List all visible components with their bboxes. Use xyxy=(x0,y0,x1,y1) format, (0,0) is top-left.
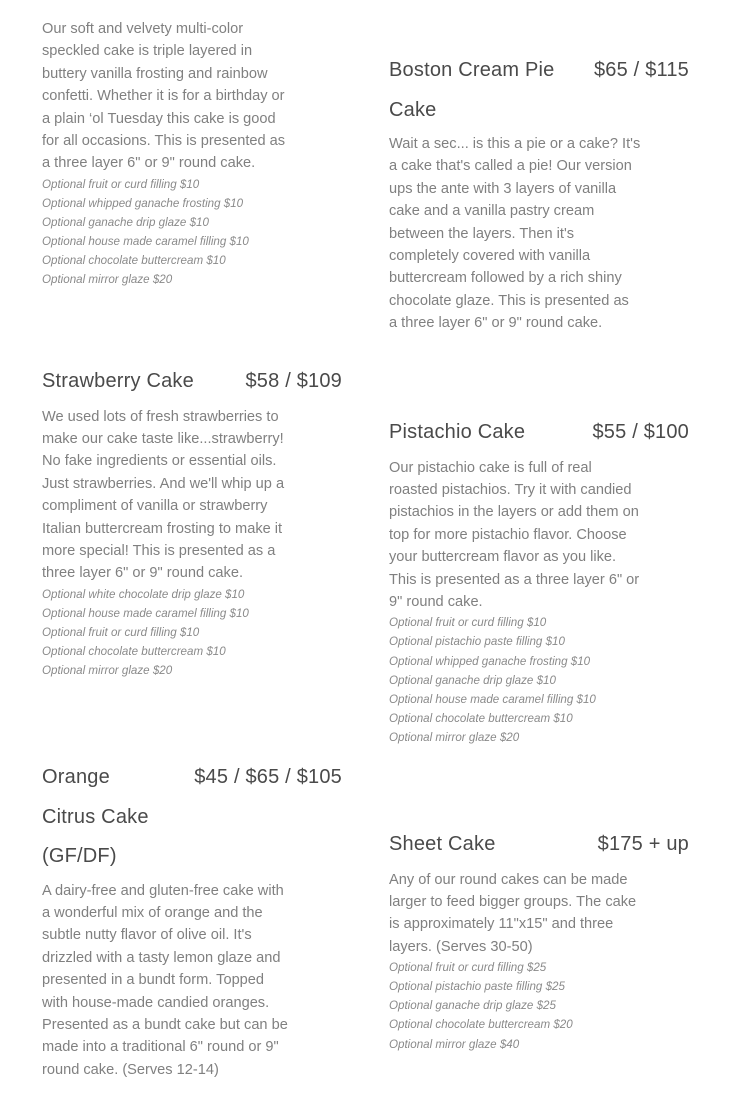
option-item: Optional whipped ganache frosting $10 xyxy=(389,654,591,668)
option-item: Optional chocolate buttercream $10 xyxy=(42,254,226,268)
cake-price: $175 + up xyxy=(597,833,689,855)
option-item: Optional fruit or curd filling $10 xyxy=(389,616,547,630)
strawberry-cake-options xyxy=(42,585,342,680)
option-item: Optional fruit or curd filling $10 xyxy=(42,177,200,191)
option-item: Optional ganache drip glaze $10 xyxy=(389,673,556,687)
pistachio-cake-heading xyxy=(389,413,689,453)
cake-price: $55 / $100 xyxy=(592,421,689,443)
sheet-cake-options xyxy=(389,958,689,1053)
strawberry-cake-heading xyxy=(42,362,342,402)
option-item: Optional house made caramel filling $10 xyxy=(42,235,249,249)
pistachio-cake-description: Our pistachio cake is full of real roasted pistachios. Try it with candied pistachios in the layers or add them on top for more pistachio flavor. Choose your buttercream flavor as you like. This is presented as a three layer 6" or 9" round cake. xyxy=(389,459,640,610)
option-item: Optional house made caramel filling $10 xyxy=(42,606,249,620)
cake-name: Orange Citrus Cake (GF/DF) xyxy=(42,766,149,867)
cake-name: Sheet Cake xyxy=(389,833,496,855)
orange-citrus-cake-item xyxy=(42,758,342,1081)
option-item: Optional whipped ganache frosting $10 xyxy=(42,196,244,210)
sheet-cake-description: Any of our round cakes can be made larger to feed bigger groups. The cake is approximately 11"x15" and three layers. (Serves 30-50) xyxy=(389,871,637,955)
strawberry-cake-item xyxy=(42,362,342,680)
option-item: Optional chocolate buttercream $10 xyxy=(42,645,226,659)
boston-cream-cake-item xyxy=(389,51,689,335)
option-item: Optional mirror glaze $20 xyxy=(42,664,173,678)
cake-name: Pistachio Cake xyxy=(389,421,526,443)
option-item: Optional ganache drip glaze $10 xyxy=(42,216,209,230)
cake-price: $65 / $115 xyxy=(593,59,689,81)
option-item: Optional mirror glaze $40 xyxy=(389,1037,520,1051)
rainbow-cake-options xyxy=(42,175,294,290)
cake-name: Boston Cream Pie Cake xyxy=(389,59,555,121)
option-item: Optional pistachio paste filling $10 xyxy=(389,635,565,649)
rainbow-cake-description: Our soft and velvety multi-color speckled cake is triple layered in buttery vanilla frosting and rainbow confetti. Whether it is for a birthday or a plain ‘ol Tuesday this cake is good for all occasions. This is presented as a three layer 6" or 9" round cake. xyxy=(42,21,286,172)
cake-price: $58 / $109 xyxy=(245,370,342,392)
rainbow-cake-item xyxy=(42,18,294,289)
pistachio-cake-options xyxy=(389,613,689,747)
orange-citrus-cake-heading xyxy=(42,758,342,877)
boston-cream-cake-heading xyxy=(389,51,689,130)
orange-citrus-cake-description: A dairy-free and gluten-free cake with a wonderful mix of orange and the subtle nutty flavor of olive oil. It's drizzled with a tasty lemon glaze and presented in a bundt form. Topped with house-made candied oranges. Presented as a bundt cake but can be made into a traditional 6" round or 9" round cake. (Serves 12-14) xyxy=(42,882,288,1078)
option-item: Optional mirror glaze $20 xyxy=(389,730,520,744)
pistachio-cake-item xyxy=(389,413,689,747)
option-item: Optional ganache drip glaze $25 xyxy=(389,999,556,1013)
sheet-cake-item xyxy=(389,825,689,1054)
cake-price: $45 / $65 / $105 xyxy=(194,766,342,788)
option-item: Optional house made caramel filling $10 xyxy=(389,692,596,706)
option-item: Optional white chocolate drip glaze $10 xyxy=(42,587,245,601)
boston-cream-cake-description: Wait a sec... is this a pie or a cake? It's a cake that's called a pie! Our version ups the ante with 3 layers of vanilla cake and a vanilla pastry cream between the layers. Then it's completely covered with vanilla buttercream followed by a rich shiny chocolate glaze. This is presented as a three layer 6" or 9" round cake. xyxy=(389,136,641,332)
option-item: Optional fruit or curd filling $25 xyxy=(389,961,547,975)
option-item: Optional fruit or curd filling $10 xyxy=(42,625,200,639)
sheet-cake-heading xyxy=(389,825,689,865)
option-item: Optional mirror glaze $20 xyxy=(42,273,173,287)
option-item: Optional pistachio paste filling $25 xyxy=(389,980,565,994)
option-item: Optional chocolate buttercream $20 xyxy=(389,1018,573,1032)
cake-name: Strawberry Cake xyxy=(42,370,194,392)
option-item: Optional chocolate buttercream $10 xyxy=(389,711,573,725)
strawberry-cake-description: We used lots of fresh strawberries to make our cake taste like...strawberry! No fake ingredients or essential oils. Just strawberries. And we'll whip up a compliment of vanilla or strawberry Italian buttercream frosting to make it more special! This is presented as a three layer 6" or 9" round cake. xyxy=(42,408,285,582)
